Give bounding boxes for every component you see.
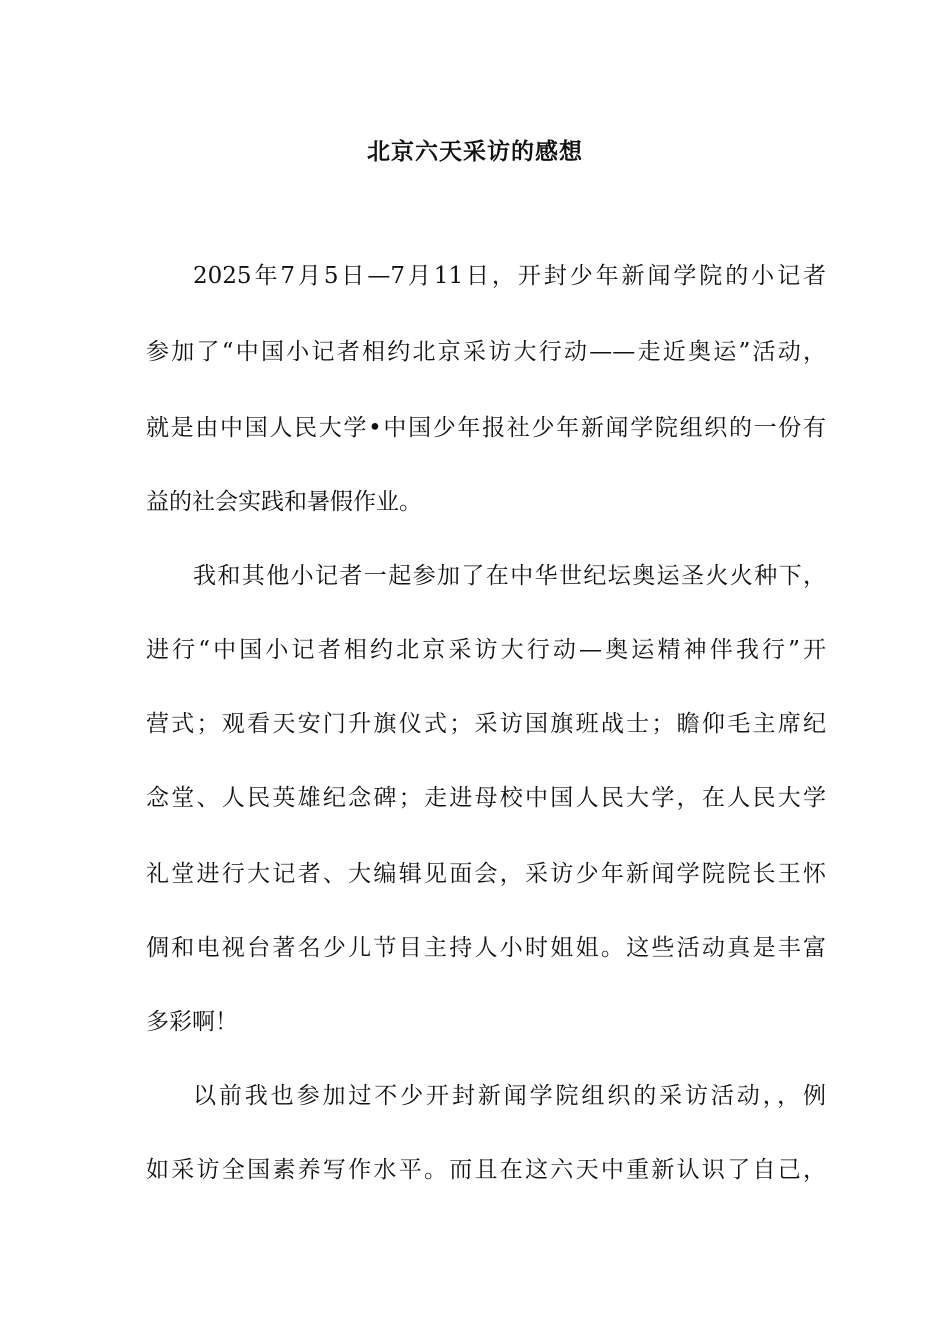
paragraph-2-line-4: 念堂、人民英雄纪念碑；走进母校中国人民大学，在人民大学 [146, 785, 826, 811]
paragraph-1-line-3: 就是由中国人民大学•中国少年报社少年新闻学院组织的一份有 [146, 415, 826, 441]
paragraph-3-line-1: 以前我也参加过不少开封新闻学院组织的采访活动，，例 [193, 1083, 826, 1109]
paragraph-1-line-4: 益的社会实践和暑假作业。 [146, 489, 422, 515]
paragraph-2-line-1: 我和其他小记者一起参加了在中华世纪坛奥运圣火火种下， [193, 563, 826, 589]
paragraph-2-line-7: 多彩啊！ [146, 1009, 238, 1035]
paragraph-2-line-2: 进行“中国小记者相约北京采访大行动—奥运精神伴我行”开 [146, 637, 826, 663]
document-title: 北京六天采访的感想 [367, 138, 583, 165]
paragraph-2-line-3: 营式；观看天安门升旗仪式；采访国旗班战士；瞻仰毛主席纪 [146, 711, 826, 737]
paragraph-1-line-2: 参加了“中国小记者相约北京采访大行动——走近奥运”活动， [146, 339, 826, 365]
paragraph-2-line-6: 倜和电视台著名少儿节目主持人小时姐姐。这些活动真是丰富 [146, 935, 826, 961]
paragraph-1-line-1: 2025年7月5日—7月11日，开封少年新闻学院的小记者 [193, 263, 826, 289]
paragraph-3-line-2: 如采访全国素养写作水平。而且在这六天中重新认识了自己， [146, 1157, 826, 1183]
paragraph-2-line-5: 礼堂进行大记者、大编辑见面会，采访少年新闻学院院长王怀 [146, 861, 826, 887]
